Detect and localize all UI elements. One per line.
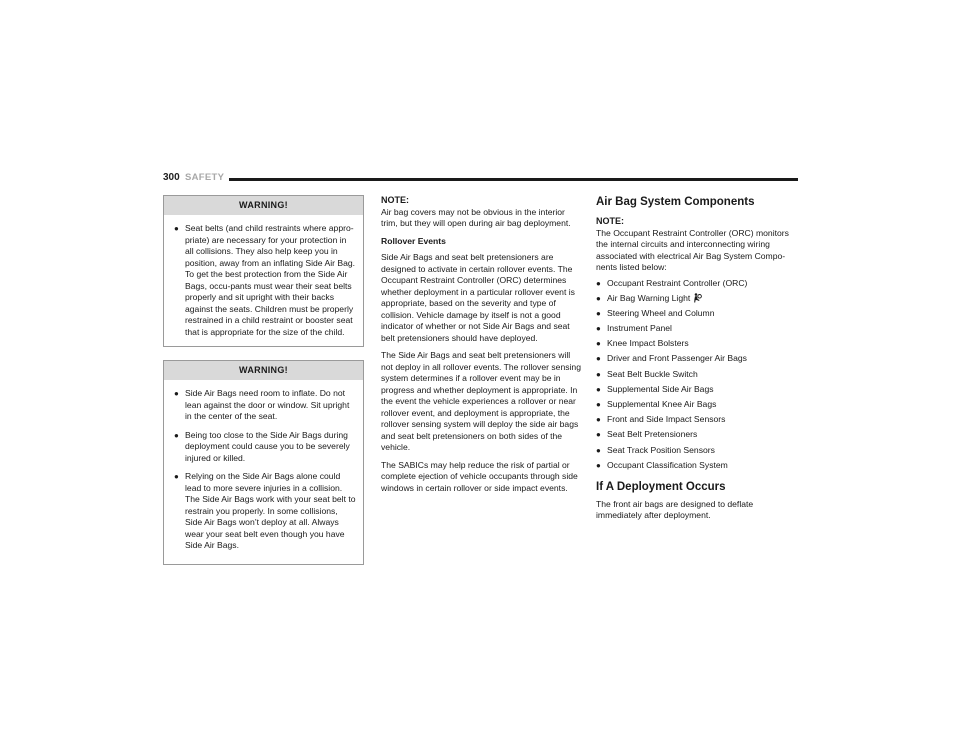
note-label: NOTE: <box>381 195 409 205</box>
right-column <box>596 195 798 528</box>
warning-box-1 <box>163 195 364 347</box>
bullet-icon: ● <box>596 369 601 379</box>
list-item: ● Seat Belt Pretensioners <box>596 429 698 440</box>
bullet-icon: ● <box>596 430 601 440</box>
left-column <box>163 195 364 575</box>
warning-title: WARNING! <box>164 196 363 215</box>
list-item: ● Knee Impact Bolsters <box>596 338 689 349</box>
middle-column <box>381 195 581 500</box>
list-item: ● Occupant Classification System <box>596 459 728 470</box>
paragraph: Side Air Bags and seat belt pretensioners are designed to activate in certain rollover events. The Occupant Restraint Controller (ORC) determines whether deployment in a particular rollover event is appropriate, based on the severity and type of collision. Vehicle damage by itself is not a good indicator of whether or not Side Air Bags and seat belt pretensioners should have deployed. <box>381 252 575 343</box>
paragraph: The SABICs may help reduce the risk of partial or complete ejection of vehicle occupants through side windows in certain rollover or side impact events. <box>381 459 578 493</box>
list-item: ● Supplemental Knee Air Bags <box>596 399 717 409</box>
note-text: Air bag covers may not be obvious in the interior trim, but they will open during air bag deployment. <box>381 206 571 228</box>
bullet-icon: ● <box>596 278 601 288</box>
header-rule <box>229 178 798 181</box>
bullet-icon: ● <box>596 339 601 349</box>
section-name: SAFETY <box>185 172 225 183</box>
airbag-warning-icon <box>693 293 702 303</box>
warning-box-2 <box>163 360 364 565</box>
bullet-icon: ● <box>596 415 601 425</box>
bullet-icon: ● <box>596 400 601 409</box>
warning-list-1 <box>164 215 363 346</box>
paragraph: The Side Air Bags and seat belt pretensioners will not deploy in all rollover events. The rollover sensing system determines if a rollover event may be in progress and whether deployment is appropriate. In the event the vehicle experiences a rollover or near rollover event, and deployment is appropriate, the rollover sensing system will deploy the side air bags and seat belt pretensioners on both sides of the vehicle. <box>381 350 581 452</box>
bullet-icon: ● <box>174 224 179 233</box>
components-heading: Air Bag System Components <box>596 196 755 208</box>
warning-item: ● Being too close to the Side Air Bags during deployment could cause you to be severely injured or killed. <box>174 429 350 463</box>
page-number: 300 <box>163 172 180 183</box>
bullet-icon: ● <box>174 430 179 440</box>
bullet-icon: ● <box>596 460 601 470</box>
warning-item: ● Side Air Bags need room to inflate. Do not lean against the door or window. Sit upright in the center of the seat. <box>174 388 350 421</box>
warning-title: WARNING! <box>164 361 363 380</box>
list-item: ● Front and Side Impact Sensors <box>596 414 726 425</box>
deployment-heading: If A Deployment Occurs <box>596 480 726 493</box>
bullet-icon: ● <box>596 354 601 364</box>
bullet-icon: ● <box>596 445 601 455</box>
warning-item: ● Seat belts (and child restraints where appro-priate) are necessary for your protection in all collisions. They also help keep you in position, away from an inflating Side Air Bag. To get the best protection from the Side Air Bags, occu-pants must wear their seat belts properly and sit upright with their backs against the seats. Children must be properly restrained in a child restraint or booster seat that is appropriate for the size of the child. <box>174 223 356 337</box>
list-item: ● Instrument Panel <box>596 323 672 334</box>
list-item: ● Steering Wheel and Column <box>596 307 715 318</box>
bullet-icon: ● <box>596 308 601 318</box>
note-text: The Occupant Restraint Controller (ORC) monitors the internal circuits and interconnecting wiring associated with electrical Air Bag System Compo-nents listed below: <box>596 227 789 272</box>
list-item: ● Seat Track Position Sensors <box>596 444 715 455</box>
bullet-icon: ● <box>596 324 601 334</box>
list-item: ● Air Bag Warning Light <box>596 293 798 308</box>
page-header <box>163 172 798 186</box>
note-label: NOTE: <box>596 216 624 226</box>
rollover-heading: Rollover Events <box>381 235 446 246</box>
list-item: ● Seat Belt Buckle Switch <box>596 368 698 379</box>
warning-list-2 <box>164 380 363 564</box>
components-list <box>596 278 798 475</box>
bullet-icon: ● <box>596 384 601 394</box>
list-item: ● Occupant Restraint Controller (ORC) <box>596 277 748 288</box>
list-item: ● Driver and Front Passenger Air Bags <box>596 353 747 364</box>
bullet-icon: ● <box>174 389 179 398</box>
deployment-text: The front air bags are designed to deflate immediately after deployment. <box>596 498 754 521</box>
warning-item: ● Relying on the Side Air Bags alone could lead to more severe injuries in a collision. The Side Air Bags work with your seat belt to restrain you properly. In some collisions, Side Air Bags won’t deploy at all. Always wear your seat belt even though you have Side Air Bags. <box>174 471 356 550</box>
bullet-icon: ● <box>596 293 601 303</box>
list-item: ● Supplemental Side Air Bags <box>596 383 714 394</box>
bullet-icon: ● <box>174 472 179 481</box>
